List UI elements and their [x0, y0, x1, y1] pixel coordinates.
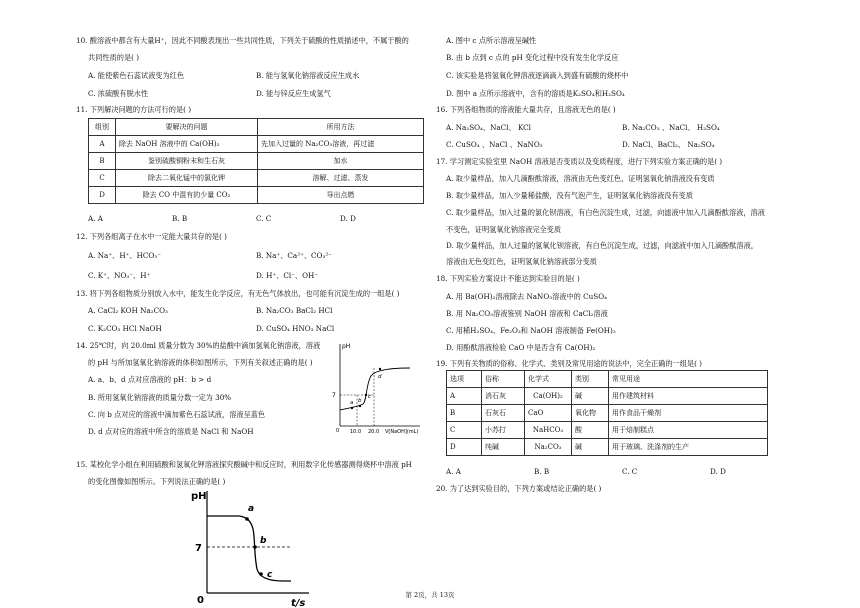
- q19-cell: Na₂CO₃: [525, 439, 572, 456]
- q15-option-c: C. 该实验是将氢氧化钾溶液逐滴滴入到盛有硫酸的烧杯中: [446, 71, 629, 80]
- q19-option-c: C. C: [622, 467, 638, 476]
- q19-cell: 酸: [572, 422, 609, 439]
- q19-cell: A: [447, 388, 482, 405]
- q19-cell: 碱: [572, 439, 609, 456]
- q19-cell: B: [447, 405, 482, 422]
- q15-point-a: [245, 517, 249, 521]
- q10-option-b: B. 能与氢氧化钠溶液反应生成水: [256, 71, 360, 80]
- q14-point-a: [351, 407, 353, 409]
- q14-option-d: D. d 点对应的溶液中所含的溶质是 NaCl 和 NaOH: [88, 427, 254, 436]
- q15-stem-line2: 的变化图像如图所示。下列说法正确的是( ): [88, 477, 226, 486]
- q13-stem: 13. 将下列各组物质分别放入水中，能发生化学反应，有无色气体放出，也可能有沉淀生成的一组是( ): [76, 289, 400, 298]
- q15-option-d: D. 图中 a 点所示溶液中，含有的溶质是K₂SO₄和H₂SO₄: [446, 89, 625, 98]
- q15-option-b: B. 由 b 点到 c 点的 pH 变化过程中没有发生化学反应: [446, 53, 619, 62]
- q19-header: 化学式: [525, 371, 572, 388]
- q12-option-d: D. H⁺、Cl⁻、OH⁻: [256, 271, 319, 280]
- q19-stem: 19. 下列有关物质的俗称、化学式、类别及常见用途的说法中，完全正确的一组是( ): [436, 359, 702, 368]
- q12-stem: 12. 下列各组离子在水中一定能大量共存的是( ): [76, 232, 227, 241]
- q18-option-d: D. 用酚酞溶液检验 CaO 中是否含有 Ca(OH)₂: [446, 343, 596, 352]
- table-row: [89, 170, 424, 187]
- table-row: [447, 388, 768, 405]
- q17-option-d-line1: D. 取少量样品，加入过量的氢氧化钡溶液，有白色沉淀生成，过滤，向滤液中加入几滴酚酞溶液，: [446, 241, 758, 250]
- q11-option-c: C. C: [256, 214, 272, 223]
- q19-cell: 氧化物: [572, 405, 609, 422]
- q11-cell: 除去二氧化锰中的氯化钾: [116, 170, 258, 187]
- q15-label-b: b: [260, 536, 267, 546]
- q19-cell: 纯碱: [482, 439, 525, 456]
- q15-origin: 0: [197, 595, 204, 606]
- q12-option-a: A. Na⁺、H⁺、HCO₃⁻: [88, 251, 161, 260]
- q19-option-b: B. B: [534, 467, 550, 476]
- q10-option-a: A. 能使紫色石蕊试液变为红色: [88, 71, 185, 80]
- q11-cell: B: [89, 153, 116, 170]
- q20-stem: 20. 为了达到实验目的，下列方案或结论正确的是( ): [436, 484, 602, 493]
- q14-point-c: [365, 394, 367, 396]
- q13-option-d: D. CuSO₄ HNO₃ NaCl: [256, 324, 335, 333]
- q11-table: [88, 118, 424, 204]
- q14-stem-line1: 14. 25℃时，向 20.0ml 质量分数为 30%的盐酸中滴加氢氧化钠溶液，溶液: [76, 341, 321, 350]
- q14-label-c: c: [368, 394, 372, 400]
- table-row: [89, 153, 424, 170]
- q19-cell: 碱: [572, 388, 609, 405]
- q17-option-a: A. 取少量样品，加入几滴酚酞溶液，溶液由无色变红色，证明氢氧化钠溶液没有变质: [446, 174, 715, 183]
- q10-option-d: D. 能与锌反应生成氢气: [256, 89, 331, 98]
- q14-x2-label: 20.0: [368, 429, 380, 434]
- q13-option-a: A. CaCl₂ KOH Na₂CO₃: [88, 306, 168, 315]
- q14-option-c: C. 向 b 点对应的溶液中滴加紫色石蕊试液，溶液呈蓝色: [88, 410, 266, 419]
- q16-option-b: B. Na₂CO₃ 、NaCl、 H₂SO₄: [622, 123, 720, 132]
- q15-xlabel: t/s: [291, 598, 306, 608]
- q16-option-c: C. CuSO₄ 、NaCl 、NaNO₃: [446, 140, 543, 149]
- table-row: [89, 187, 424, 204]
- q14-y7-label: 7: [332, 392, 336, 399]
- q11-cell: 除去 NaOH 溶液中的 Ca(OH)₂: [116, 136, 258, 153]
- q10-option-c: C. 浓硫酸有脱水性: [88, 89, 149, 98]
- q19-cell: 用于玻璃、洗涤剂的生产: [609, 439, 768, 456]
- q19-cell: 小苏打: [482, 422, 525, 439]
- q19-cell: Ca(OH)₂: [525, 388, 572, 405]
- q19-cell: 用于焙制糕点: [609, 422, 768, 439]
- q15-point-b: [253, 545, 257, 549]
- q19-header: 俗称: [482, 371, 525, 388]
- q16-stem: 16. 下列各组物质的溶液能大量共存，且溶液无色的是( ): [436, 105, 616, 114]
- q14-option-a: A. a、b、d 点对应溶液的 pH：b > d: [88, 375, 212, 384]
- q13-option-b: B. Na₂CO₃ BaCl₂ HCl: [256, 306, 333, 315]
- q14-label-b: b: [358, 398, 362, 404]
- q11-header: 所用方法: [258, 119, 424, 136]
- q11-cell: 除去 CO 中混有的少量 CO₂: [116, 187, 258, 204]
- q11-cell: 溶解、过滤、蒸发: [258, 170, 424, 187]
- q19-header: 常见用途: [609, 371, 768, 388]
- q19-cell: 用作建筑材料: [609, 388, 768, 405]
- q14-origin: 0: [336, 428, 340, 434]
- q17-option-d-line2: 溶液由无色变红色，证明氢氧化钠溶液部分变质: [446, 257, 597, 266]
- q14-point-b: [359, 405, 361, 407]
- q17-stem: 17. 学习测定实验室里 NaOH 溶液是否变质以及变质程度，进行下列实验方案正确的是( ): [436, 157, 723, 166]
- q19-cell: D: [447, 439, 482, 456]
- q18-option-b: B. 用 Na₂CO₃溶液鉴别 NaOH 溶液和 CaCl₂溶液: [446, 309, 608, 318]
- q15-ylabel: pH: [191, 491, 207, 502]
- q10-stem-line1: 10. 酸溶液中都含有大量H⁺，因此不同酸表现出一些共同性质，下列关于硫酸的性质描述中，不属于酸的: [76, 36, 409, 45]
- table-row: [447, 422, 768, 439]
- q11-stem: 11. 下列解决问题的方法可行的是( ): [76, 105, 192, 114]
- q18-option-c: C. 用稀H₂SO₄、Fe₂O₃和 NaOH 溶液制备 Fe(OH)₃: [446, 326, 616, 335]
- q14-option-b: B. 所用氢氧化钠溶液的质量分数一定为 30%: [88, 393, 232, 402]
- q18-stem: 18. 下列实验方案设计不能达到实验目的是( ): [436, 274, 580, 283]
- q12-option-b: B. Na⁺、Ca²⁺、CO₃²⁻: [256, 251, 333, 260]
- q14-point-d: [379, 368, 381, 370]
- q14-x1-label: 10.0: [350, 429, 362, 434]
- q13-option-c: C. K₂CO₃ HCl NaOH: [88, 324, 162, 333]
- q18-option-a: A. 用 Ba(OH)₂溶液除去 NaNO₃溶液中的 CuSO₄: [446, 292, 607, 301]
- q15-y7-label: 7: [195, 543, 202, 554]
- q11-option-d: D. D: [340, 214, 356, 223]
- q19-cell: 消石灰: [482, 388, 525, 405]
- q11-cell: 加水: [258, 153, 424, 170]
- q19-cell: CaO: [525, 405, 572, 422]
- q15-label-c: c: [267, 570, 273, 580]
- q15-label-a: a: [248, 504, 255, 514]
- q17-option-c-line1: C. 取少量样品，加入过量的氯化钡溶液，有白色沉淀生成，过滤，向滤液中加入几滴酚酞溶液，溶液: [446, 208, 765, 217]
- q11-cell: 先加入过量的 Na₂CO₃溶液，再过滤: [258, 136, 424, 153]
- q11-header: 要解决的问题: [116, 119, 258, 136]
- q19-cell: 石灰石: [482, 405, 525, 422]
- q14-stem-line2: 的 pH 与所加氢氧化钠溶液的体积如图所示，下列有关叙述正确的是( ): [88, 358, 313, 367]
- q14-ph-graph: [330, 338, 426, 434]
- q14-ylabel: pH: [342, 343, 351, 350]
- q11-option-b: B. B: [172, 214, 188, 223]
- q17-option-b: B. 取少量样品，加入少量稀盐酸，没有气泡产生，证明氢氧化钠溶液没有变质: [446, 191, 694, 200]
- q19-option-a: A. A: [446, 467, 461, 476]
- q10-stem-line2: 共同性质的是( ): [88, 53, 140, 62]
- q11-cell: D: [89, 187, 116, 204]
- q14-label-d: d: [378, 374, 382, 380]
- q19-option-d: D. D: [710, 467, 726, 476]
- q11-cell: 鉴别硫酸铜粉末和生石灰: [116, 153, 258, 170]
- page-footer: 第 2页，共 13页: [405, 591, 455, 599]
- q11-cell: C: [89, 170, 116, 187]
- table-row: [447, 439, 768, 456]
- q19-cell: NaHCO₃: [525, 422, 572, 439]
- q17-option-c-line2: 不变色，证明氢氧化钠溶液完全变质: [446, 225, 562, 234]
- q11-header: 组别: [89, 119, 116, 136]
- q15-ph-graph: [191, 485, 316, 608]
- q19-header: 类别: [572, 371, 609, 388]
- q15-curve: [207, 516, 291, 581]
- q16-option-a: A. Na₂SO₄、NaCl、 KCl: [446, 123, 531, 132]
- q19-table: [446, 370, 768, 456]
- q15-point-c: [259, 572, 263, 576]
- q11-cell: 导出点燃: [258, 187, 424, 204]
- q19-cell: 用作食品干燥剂: [609, 405, 768, 422]
- q14-label-a: a: [350, 400, 354, 406]
- q12-option-c: C. K⁺、NO₃⁻、H⁺: [88, 271, 151, 280]
- table-row: [447, 405, 768, 422]
- q11-cell: A: [89, 136, 116, 153]
- q16-option-d: D. NaCl、BaCl₂、 Na₂SO₄: [622, 140, 715, 149]
- q11-option-a: A. A: [88, 214, 103, 223]
- q15-option-a: A. 图中 c 点所示溶液呈碱性: [446, 36, 537, 45]
- q15-stem-line1: 15. 某校化学小组在利用硫酸和氢氧化钾溶液探究酸碱中和反应时，利用数字化传感器测得烧杯中溶液 pH: [76, 460, 412, 469]
- table-row: [89, 136, 424, 153]
- q19-header: 选项: [447, 371, 482, 388]
- q19-cell: C: [447, 422, 482, 439]
- q14-xlabel: V[NaOH](mL): [385, 429, 419, 434]
